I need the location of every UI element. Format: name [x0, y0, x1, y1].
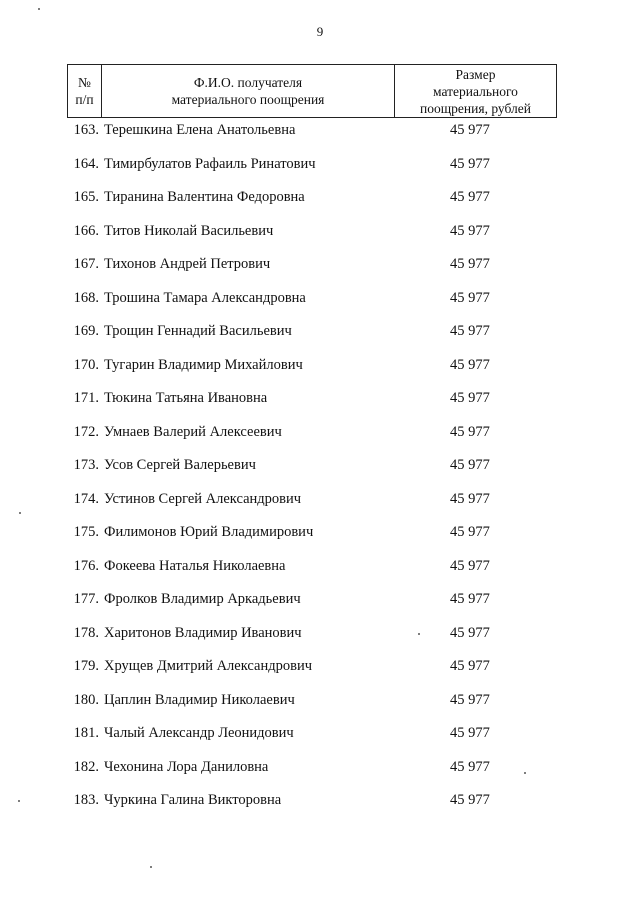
recipient-name: Фролков Владимир Аркадьевич: [104, 591, 301, 607]
scan-speck: [150, 866, 152, 868]
row-number: 174.: [73, 490, 99, 507]
recipient-name: Трощин Геннадий Васильевич: [104, 323, 292, 339]
scan-speck: [418, 633, 420, 635]
header-number-line2: п/п: [75, 92, 94, 107]
recipient-name: Умнаев Валерий Алексеевич: [104, 423, 282, 440]
scan-speck: [19, 512, 21, 514]
row-number: 163.: [73, 122, 99, 138]
recipient-name: Трошина Тамара Александровна: [104, 289, 306, 306]
recipient-name: Усов Сергей Валерьевич: [104, 457, 256, 473]
award-amount: 45 977: [450, 792, 490, 808]
list-item: [0, 155, 640, 189]
award-amount: 45 977: [450, 155, 490, 172]
award-amount: 45 977: [450, 256, 490, 272]
header-amount-line2: материального: [433, 83, 518, 99]
table-header: [67, 64, 557, 118]
award-amount: 45 977: [450, 222, 490, 239]
award-amount: 45 977: [450, 658, 490, 674]
row-number: 169.: [73, 323, 99, 339]
list-item: [0, 557, 640, 591]
row-number: 181.: [73, 725, 99, 741]
header-amount-line1: Размер: [455, 66, 496, 82]
list-item: [0, 255, 640, 289]
list-item: [0, 691, 640, 725]
award-amount: 45 977: [450, 524, 490, 540]
row-number: 167.: [73, 256, 99, 272]
list-item: [0, 222, 640, 256]
recipient-name: Терешкина Елена Анатольевна: [104, 122, 296, 138]
row-number: 173.: [73, 457, 99, 473]
list-item: [0, 121, 640, 155]
header-amount-column: [395, 65, 556, 117]
list-item: [0, 389, 640, 423]
header-name-line1: Ф.И.О. получателя: [193, 75, 303, 90]
recipient-name: Тихонов Андрей Петрович: [104, 256, 271, 272]
recipient-name: Чуркина Галина Викторовна: [104, 792, 282, 808]
award-amount: 45 977: [450, 490, 490, 507]
award-amount: 45 977: [450, 122, 490, 138]
header-number-line1: №: [78, 75, 91, 90]
recipient-name: Тимирбулатов Рафаиль Ринатович: [104, 155, 316, 172]
recipient-list: [0, 121, 640, 825]
award-amount: 45 977: [450, 356, 490, 373]
list-item: [0, 758, 640, 792]
header-name-line2: материального поощрения: [171, 92, 325, 107]
recipient-name: Фокеева Наталья Николаевна: [104, 557, 286, 574]
award-amount: 45 977: [450, 390, 490, 406]
row-number: 170.: [73, 356, 99, 373]
row-number: 171.: [73, 390, 99, 406]
list-item: [0, 423, 640, 457]
award-amount: 45 977: [450, 591, 490, 607]
list-item: [0, 289, 640, 323]
recipient-name: Тюкина Татьяна Ивановна: [104, 390, 268, 406]
row-number: 175.: [73, 524, 99, 540]
row-number: 165.: [73, 189, 99, 205]
list-item: [0, 624, 640, 658]
row-number: 182.: [73, 758, 99, 775]
award-amount: 45 977: [450, 725, 490, 741]
list-item: [0, 657, 640, 691]
recipient-name: Харитонов Владимир Иванович: [104, 624, 302, 641]
row-number: 180.: [73, 691, 99, 708]
list-item: [0, 523, 640, 557]
row-number: 164.: [73, 155, 99, 172]
header-name-column: [102, 65, 395, 117]
list-item: [0, 590, 640, 624]
list-item: [0, 356, 640, 390]
row-number: 179.: [73, 658, 99, 674]
recipient-name: Тиранина Валентина Федоровна: [104, 189, 305, 205]
recipient-name: Хрущев Дмитрий Александрович: [104, 658, 312, 674]
scan-speck: [18, 800, 20, 802]
row-number: 168.: [73, 289, 99, 306]
list-item: [0, 791, 640, 825]
recipient-name: Титов Николай Васильевич: [104, 222, 274, 239]
recipient-name: Цаплин Владимир Николаевич: [104, 691, 295, 708]
row-number: 183.: [73, 792, 99, 808]
recipient-name: Чалый Александр Леонидович: [104, 725, 294, 741]
award-amount: 45 977: [450, 758, 490, 775]
row-number: 176.: [73, 557, 99, 574]
award-amount: 45 977: [450, 457, 490, 473]
list-item: [0, 188, 640, 222]
award-amount: 45 977: [450, 323, 490, 339]
award-amount: 45 977: [450, 423, 490, 440]
scan-speck: [38, 8, 40, 10]
row-number: 172.: [73, 423, 99, 440]
list-item: [0, 456, 640, 490]
header-amount-line3: поощрения, рублей: [420, 100, 531, 116]
page-number: 9: [316, 24, 324, 39]
recipient-name: Чехонина Лора Даниловна: [104, 758, 269, 775]
list-item: [0, 322, 640, 356]
recipient-name: Филимонов Юрий Владимирович: [104, 524, 314, 540]
row-number: 177.: [73, 591, 99, 607]
row-number: 178.: [73, 624, 99, 641]
award-amount: 45 977: [450, 691, 490, 708]
row-number: 166.: [73, 222, 99, 239]
award-amount: 45 977: [450, 624, 490, 641]
award-amount: 45 977: [450, 189, 490, 205]
recipient-name: Устинов Сергей Александрович: [104, 490, 302, 507]
recipient-name: Тугарин Владимир Михайлович: [104, 356, 303, 373]
award-amount: 45 977: [450, 557, 490, 574]
award-amount: 45 977: [450, 289, 490, 306]
header-number-column: [68, 65, 102, 117]
list-item: [0, 724, 640, 758]
scan-speck: [524, 772, 526, 774]
list-item: [0, 490, 640, 524]
